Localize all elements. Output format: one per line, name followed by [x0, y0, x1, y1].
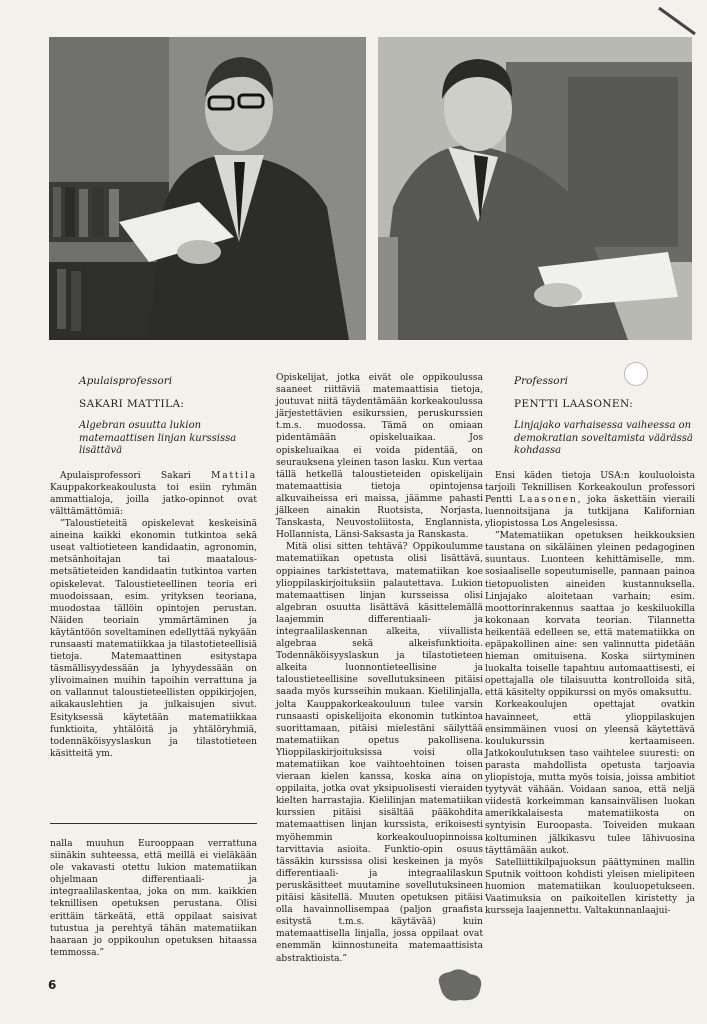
left-profile-subtitle: Algebran osuutta lukion matemaattisen linjan kurssissa lisättävä — [79, 420, 237, 457]
portrait-reading-image — [378, 37, 692, 340]
photo-sakari-mattila — [49, 37, 366, 340]
right-intro-paragraph — [485, 470, 695, 530]
column-middle — [276, 372, 483, 965]
right-paragraph-4: Satelliittikilpajuoksun päättyminen mallin Sputnik voittoon kohdisti yleisen mielipiteen huomion matematiikan kouluopetukseen. Vaatimuksia on paikoitellen kiristetty ja kursseja laajennettu. Valtakunnanlaajui- — [485, 857, 695, 917]
right-profile-name: PENTTI LAASONEN: — [514, 398, 634, 411]
left-intro-name: Mattila — [211, 470, 257, 481]
ink-stain-icon — [430, 966, 488, 1006]
left-intro-paragraph — [50, 470, 257, 518]
right-intro-name: Laasonen — [519, 494, 578, 505]
left-intro-start: Apulaisprofessori Sakari — [60, 470, 212, 481]
left-quote-paragraph: ”Taloustieteitä opiskelevat keskeisinä aineina kaikki ekonomin tutkintoa sekä useat valtiotieteen kandidaatin, agronomin, metsänhoitajan tai maatalous-metsätieteiden kandidaatin tutkintoa varten opiskelevat. Taloustieteellinen teoria eri muodoissaan, esim. yrityksen teoriana, muodostaa tällöin opintojen perustan. Näiden teoriain ymmärtäminen ja käytäntöön soveltaminen edellyttää nykyään runsaasti matematiikkaa ja tilastotieteellisiä tietoja. Matemaattinen esitystapa täsmällisyydessään ja lyhyydessään on ylivoimainen muihin tapoihin verrattuna ja on vallannut taloustieteellisten oppikirjojen, aikakauslehtien ja julkaisujen sivut. Esityksessä käytetään matematiikkaa funktioita, yhtälöitä ja yhtälöryhmiä, todennäköisyyslaskun ja tilastotieteen käsitteitä ym. — [50, 519, 257, 759]
page-corner-mark-icon — [657, 6, 697, 36]
left-paragraph-4: Mitä olisi sitten tehtävä? Oppikoulumme matematiikan opetusta olisi lisättävä, oppiaines tarkistettava, matematiikan koe ylioppilaskirjoituksiin palautettava. Lukion matemaattisen linjan kursseissa olisi algebran osuutta lisättävä käsittelemällä laajemmin differentiaali- ja integraalilaskennan alkeita, viivallista algebraa sekä alkeisfunktioita. Todennäköisyyslaskun ja tilastotieteen alkeita luonnontieteellisine ja taloustieteellisine sovellutuksineen pitäisi saada myös kursseihin mukaan. Kielilinjalla, jolta Kauppakorkeakouluun tulee varsin runsaasti opiskelijoita ekonomin tutkintoa suorittamaan, pitäisi mielestäni säilyttää matematiikan opetus pakollisena. Ylioppilaskirjoituksissa voisi olla matematiikan koe vaihtoehtoinen toisen vieraan kielen kanssa, koska aina on oppilaita, jotka ovat yksipuolisesti vieraiden kielten harrastajia. Kielilinjan matematiikan kurssien pitäisi sisältää pääkohdita matemaattisen linjan kurssista, erikoisesti myöhemmin korkeakouluopinnoissa tarvittavia asioita. Funktio-opin osuus tässäkin kurssissa olisi keskeinen ja myös differentiaali- ja integraalilaskun peruskäsitteet muutamine sovellutuksineen pitäisi käsitellä. Muuten opetuksen pitäisi olla havainnollisempaa (paljon graafista esitystä t.m.s. käytävää) kuin matemaattisella linjalla, jossa oppilaat ovat enemmän kiinnostuneita matemaattisista abstraktioista.” — [276, 542, 483, 964]
portrait-reading-image — [49, 37, 366, 340]
right-profile-subtitle: Linjajako varhaisessa vaiheessa on demokratian soveltamista väärässä kohdassa — [514, 420, 693, 457]
photo-pentti-laasonen — [378, 37, 692, 340]
right-profile-label: Professori — [514, 375, 568, 387]
right-paragraph-3: Korkeakoulujen opettajat ovatkin havainneet, että ylioppilaskujen ensimmäinen vuosi on yleensä käytettävä koulukurssin kertaamiseen. Jatkokoulutuksen taso vaihtelee suuresti: on parasta mahdollista opetusta tarjoavia yliopistoja, mutta myös toisia, joissa ambitiot tyytyvät vähään. Voidaan sanoa, että neljä viidestä korkeimman kansainvälisen luokan amerikkalaisesta matematiikosta on syntyisin Euroopasta. Toiveiden mukaan koltuminen jälkikasvu tulee lähivuosina täyttämään aukot. — [485, 700, 695, 856]
left-intro-end: Kauppakorkeakoulusta toi esiin ryhmän ammattialoja, joilla jatko-opinnot ovat välttämättömiä: — [50, 482, 257, 517]
right-intro-start: Ensi käden tietoja USA:n kouluoloista tarjoili Teknillisen Korkeakoulun professori Pentti — [485, 470, 695, 505]
column-right — [485, 372, 695, 917]
page-number: 6 — [48, 978, 57, 992]
right-intro-end: , joka äskettäin vieraili luennoitsijana ja tutkijana Kalifornian yliopistossa Los Angelesissa. — [485, 494, 696, 530]
left-profile-name: SAKARI MATTILA: — [79, 398, 185, 411]
left-bottom-paragraph: nalla muuhun Eurooppaan verrattuna siinäkin suhteessa, että meillä ei vieläkään ole vakavasti otettu lukion matematiikan ohjelmaan differentiaali- ja integraalilaskentaa, joka on mm. kaikkien teknillisen opetuksen perustana. Olisi erittäin tärkeätä, että oppilaat saisivat tutustua ja perehtyä tähän matematiikan haaraan jo oppikoulun opetuksen hitaassa temmossa.” — [50, 839, 257, 958]
left-bottom-text — [50, 838, 257, 959]
column-divider-rule — [50, 823, 257, 824]
punch-hole — [624, 362, 648, 386]
column-left — [50, 372, 257, 760]
right-paragraph-2: ”Matematiikan opetuksen heikkouksien taustana on sikäläinen yleinen pedagoginen suuntaus. Luonteen kehittämiselle, mm. sosiaaliselle sopeutumiselle, pannaan painoa tietopuolisten aineiden kustannuksella. Linjajako aloitetaan varhain; esim. moottorinrakennus saattaa jo keskiluokilla kokonaan korvata teorian. Tilannetta heikentää edelleen se, että matematiikka on epäpakollinen aine: sen valinnutta pidetään hieman omituisena. Koska siirtyminen luokalta toiselle tapahtuu automaattisesti, ei opettajalla ole tilaisuutta kontrolloida sitä, että käsitelty oppikurssi on myös omaksuttu. — [485, 531, 695, 699]
left-profile-label: Apulaisprofessori — [79, 375, 173, 387]
left-paragraph-3-continued: Opiskelijat, jotka eivät ole oppikoulussa saaneet riittäviä matemaattisia tietoja, joutuvat niitä täydentämään korkeakoulussa järjestettävien esikurssien, peruskurssien t.m.s. muodossa. Tämä on omiaan pidentämään opiskeluaikaa. Jos opiskeluaikaa ei voida pidentää, on seurauksena yleinen tason lasku. Kun vertaa tällä hetkellä taloustieteiden opiskelijain matemaattisia tietoja opintojensa alkuvaiheissa eri maissa, jäämme pahasti jälkeen ainakin Ruotsista, Norjasta, Tanskasta, Neuvostoliitosta, Englannista, Hollannista, Länsi-Saksasta ja Ranskasta. — [276, 373, 483, 541]
